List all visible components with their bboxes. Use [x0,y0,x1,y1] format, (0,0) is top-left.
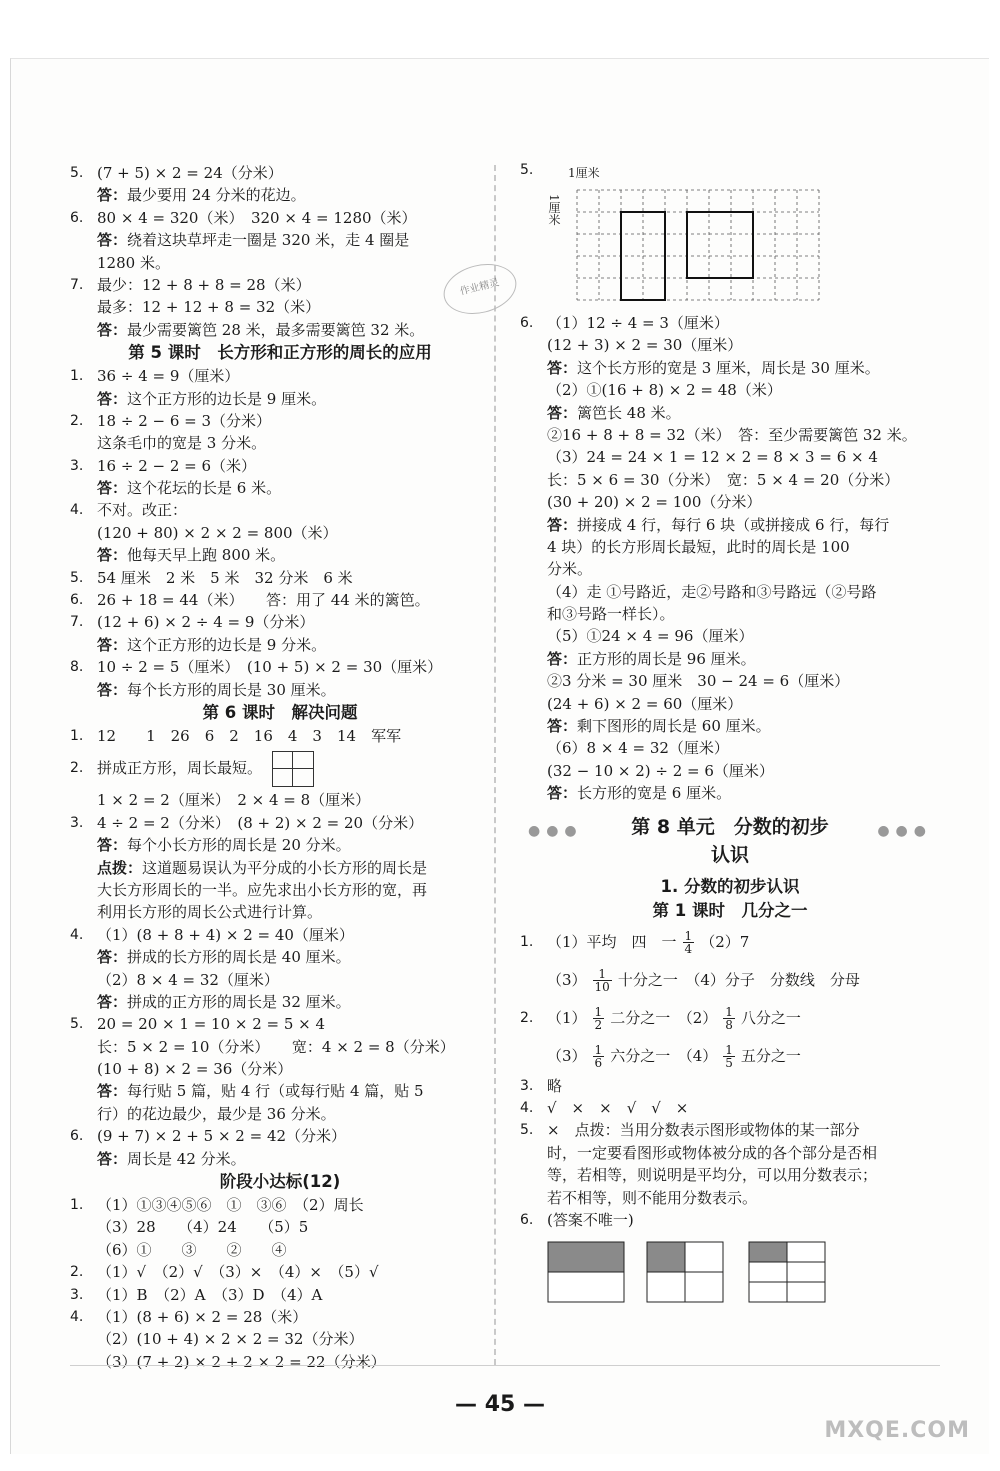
fraction-answer-line [520,1037,940,1075]
section-heading: 阶段小达标(12) [219,1172,341,1192]
answer-line [70,567,490,589]
question-number: 1. [70,727,84,744]
footer-rule [70,1365,940,1366]
grid-unit-label-vertical: 1厘米 [547,194,561,226]
square-shape [687,212,753,278]
answer-line [520,581,940,603]
answer-text: 答：每个小长方形的周长是 20 分米。 [97,836,351,855]
denominator: 6 [594,1056,603,1071]
unit-title: 第 8 单元 分数的初步 [631,815,829,838]
answer-line [70,656,490,678]
answer-text: （1）B （2）A （3）D （4）A [97,1285,323,1304]
answer-text: 答：周长是 42 分米。 [97,1149,246,1168]
question-number: 2. [70,760,84,777]
answer-text: 利用长方形的周长公式进行计算。 [97,903,323,922]
answer-text: 1280 米。 [97,253,170,272]
answer-line [520,1075,940,1097]
answer-line [520,379,940,401]
answer-line [520,536,940,558]
answer-text: (10 + 8) × 2 = 36（分米） [97,1060,293,1079]
fraction [593,1006,605,1031]
fraction-answer-line [520,999,940,1037]
answer-line [520,514,940,536]
answer-text: （1）12 ÷ 4 = 3（厘米） [547,314,729,332]
watermark-text: MXQE.COM [824,1418,970,1443]
question-number: 1. [70,1197,84,1214]
answer-line [70,432,490,454]
question-number: 3. [70,814,84,831]
answer-line [70,207,490,229]
answer-line [70,296,490,318]
fraction-answer-line [520,923,940,961]
answer-line [520,670,940,692]
answer-text: （6）① ③ ② ④ [97,1240,287,1259]
answer-text: 答：长方形的宽是 6 厘米。 [547,784,732,803]
answer-text: （2）8 × 4 = 32（厘米） [97,970,279,989]
answer-line [70,184,490,206]
answer-text: 答：每个长方形的周长是 30 厘米。 [97,680,336,699]
dotted-grid [575,188,835,313]
answer-text: 二分之一 （2） [610,1008,718,1027]
answer-text: 等，若相等，则说明是平均分，可以用分数表示； [547,1166,878,1185]
answer-line [520,737,940,759]
answer-text: （3） [547,1046,587,1065]
answer-text: 4 块）的长方形周长最短，此时的周长是 100 [547,537,850,556]
question-number: 4. [70,1308,84,1325]
answer-line [520,312,940,334]
answer-text: (12 + 6) × 2 ÷ 4 = 9（分米） [97,613,315,632]
answer-text: 拼成正方形，周长最短。 [97,759,263,778]
answer-text: 八分之一 [740,1008,801,1027]
answer-line [70,252,490,274]
answer-text: 1 × 2 = 2（厘米） 2 × 4 = 8（厘米） [97,791,371,810]
question-number: 5. [520,162,534,178]
answer-line [70,229,490,251]
question-number: 8. [70,659,84,676]
answer-text: （3）28 （4）24 （5）5 [97,1218,309,1237]
answer-text: 答：拼成的长方形的周长是 40 厘米。 [97,948,351,967]
question-number: 2. [70,412,84,429]
right-column [520,162,940,1317]
answer-line [520,469,940,491]
answer-line [520,402,940,424]
answer-text: ②3 分米 = 30 厘米 30 − 24 = 6（厘米） [547,672,850,691]
answer-line [70,455,490,477]
answer-text: (7 + 5) × 2 = 24（分米） [97,164,283,182]
fraction-figures [520,1237,940,1317]
answer-text: 答：这个正方形的边长是 9 厘米。 [97,389,327,408]
answer-line [70,1058,490,1080]
answer-line [70,857,490,879]
answer-text: 80 × 4 = 320（米） 320 × 4 = 1280（米） [97,208,417,227]
answer-line [520,1119,940,1141]
answer-line [520,1209,940,1231]
answer-text: （6）8 × 4 = 32（厘米） [547,739,729,758]
answer-line [70,789,490,811]
section-heading: 1. 分数的初步认识 [660,876,800,896]
answer-line [70,1148,490,1170]
numerator: 1 [594,1005,603,1020]
left-column [70,162,490,1373]
question-number: 6. [520,315,534,331]
answer-text: 答：拼接成 4 行，每行 6 块（或拼接成 6 行，每行 [547,515,890,534]
answer-text: √ × × √ √ × [547,1098,689,1117]
answer-line [70,388,490,410]
answer-text: 36 ÷ 4 = 9（厘米） [97,367,240,386]
answer-text: 大长方形周长的一半。应先求出小长方形的宽，再 [97,880,428,899]
homework-stamp: 作业精灵 [438,257,521,321]
answer-text: （1）(8 + 8 + 4) × 2 = 40（厘米） [97,925,354,944]
answer-text: 略 [547,1076,563,1095]
answer-line [70,1036,490,1058]
question-number: 1. [70,368,84,385]
answer-text: ②16 + 8 + 8 = 32（米） 答：至少需要篱笆 32 米。 [547,425,917,444]
half-shaded-figure [547,1241,627,1303]
fraction [723,1044,735,1069]
answer-line [70,1306,490,1328]
question-number: 6. [520,1211,534,1228]
answer-text: 长：5 × 2 = 10（分米） 宽：4 × 2 = 8（分米） [97,1037,455,1056]
answer-text: （2）①(16 + 8) × 2 = 48（米） [547,381,782,400]
answer-line [70,924,490,946]
answer-line [70,1194,490,1216]
answer-line [520,491,940,513]
answer-text: 长：5 × 6 = 30（分米） 宽：5 × 4 = 20（分米） [547,470,900,489]
grid-unit-label: 1厘米 [568,166,600,180]
answer-line [70,1328,490,1350]
answer-line [70,969,490,991]
question-number: 5. [70,569,84,586]
answer-text: (32 − 10 × 2) ÷ 2 = 6（厘米） [547,761,774,780]
answer-line [70,812,490,834]
answer-text: （5）①24 × 4 = 96（厘米） [547,627,754,646]
answer-text: （2）7 [700,932,750,951]
answer-text: 答：最少要用 24 分米的花边。 [97,186,306,205]
answer-line [520,782,940,804]
answer-line [70,879,490,901]
answer-text: 点拨：这道题易误认为平分成的小长方形的周长是 [97,858,428,877]
answer-line [70,319,490,341]
answer-text: 20 = 20 × 1 = 10 × 2 = 5 × 4 [97,1015,326,1034]
answer-line [520,1164,940,1186]
answer-line [520,424,940,446]
answer-text: （4）走 ①号路近，走②号路和③号路远（②号路 [547,582,877,601]
answer-line [70,1125,490,1147]
column-divider [494,165,496,1365]
fraction-answer-line [520,961,940,999]
question-number: 5. [520,1122,534,1139]
answer-line [70,1103,490,1125]
answer-text: 时，一定要看图形或物体被分成的各个部分是否相 [547,1143,878,1162]
answer-text: 4 ÷ 2 = 2（分米） (8 + 2) × 2 = 20（分米） [97,813,424,832]
answer-line [520,648,940,670]
answer-line [70,365,490,387]
answer-text: 不对。改正： [97,501,188,520]
numerator: 1 [725,1043,733,1058]
answer-text: 12 1 26 6 2 16 4 3 14 军军 [97,726,402,745]
question-number: 3. [70,457,84,474]
answer-line [70,1351,490,1373]
answer-line [70,901,490,923]
page-number: — 45 — [455,1392,545,1417]
numerator: 1 [684,929,693,944]
answer-text: 这条毛巾的宽是 3 分米。 [97,434,267,453]
answer-line [70,611,490,633]
answer-text: 答：拼成的正方形的周长是 32 厘米。 [97,992,351,1011]
answer-line [520,558,940,580]
answer-line [70,991,490,1013]
answer-text: (24 + 6) × 2 = 60（厘米） [547,694,743,713]
denominator: 5 [725,1056,733,1071]
answer-line [70,499,490,521]
numerator: 1 [593,968,612,981]
answer-line [70,1239,490,1261]
answer-line [520,715,940,737]
answer-line [70,544,490,566]
answer-line [70,162,490,184]
answer-text: （3） [547,970,587,989]
fraction [593,968,612,993]
answer-line [70,1284,490,1306]
answer-text: 答：这个正方形的边长是 9 分米。 [97,635,327,654]
question-number: 3. [70,1286,84,1303]
answer-text: 答：绕着这块草坪走一圈是 320 米，走 4 圈是 [97,231,410,250]
answer-text: 答：这个花坛的长是 6 米。 [97,479,282,498]
unit-heading [520,813,940,869]
answer-line [520,760,940,782]
answer-line [70,679,490,701]
answer-text: × 点拨：当用分数表示图形或物体的某一部分 [547,1121,860,1140]
fraction [723,1006,735,1031]
question-number: 2. [70,1264,84,1281]
answer-text: 16 ÷ 2 − 2 = 6（米） [97,456,257,475]
answer-line [70,522,490,544]
denominator: 8 [725,1018,733,1033]
answer-line [520,625,940,647]
answer-text: (9 + 7) × 2 + 5 × 2 = 42（分米） [97,1127,347,1146]
answer-line [70,747,490,789]
answer-line [70,946,490,968]
answer-line [70,274,490,296]
decor-dots-right: ●●● [877,822,932,839]
answer-text: 五分之一 [740,1046,801,1065]
answer-line [70,834,490,856]
answer-line [520,357,940,379]
answer-line [520,446,940,468]
decor-dots-left: ●●● [528,822,583,839]
answer-text: 最少：12 + 8 + 8 = 28（米） [97,275,311,294]
section-heading: 第 1 课时 几分之一 [652,900,808,920]
answer-text: 若不相等，则不能用分数表示。 [547,1188,758,1207]
answer-line [70,634,490,656]
question-number: 2. [520,1009,534,1026]
answer-text: 答：他每天早上跑 800 米。 [97,546,286,565]
denominator: 4 [684,942,693,957]
answer-line [520,334,940,356]
answer-line [70,477,490,499]
grid-question [520,162,940,312]
answer-text: (12 + 3) × 2 = 30（厘米） [547,336,743,355]
denominator: 2 [594,1018,603,1033]
answer-text: （1）√ （2）√ （3）× （4）× （5）√ [97,1263,379,1282]
answer-text: （3）(7 + 2) × 2 + 2 × 2 = 22（分米） [97,1352,386,1371]
question-number: 4. [520,1099,534,1116]
question-number: 7. [70,276,84,293]
answer-line [70,1216,490,1238]
question-number: 6. [70,209,84,226]
answer-text: 答：最少需要篱笆 28 米，最多需要篱笆 32 米。 [97,320,425,339]
answer-text: 答：正方形的周长是 96 厘米。 [547,649,756,668]
answer-text: 和③号路一样长）。 [547,605,675,624]
answer-line [70,589,490,611]
answer-line [70,725,490,747]
answer-text: 六分之一 （4） [610,1046,718,1065]
answer-text: 答：剩下图形的周长是 60 厘米。 [547,717,771,736]
question-number: 3. [520,1077,534,1094]
answer-text: (120 + 80) × 2 × 2 = 800（米） [97,523,338,542]
question-number: 6. [70,1128,84,1145]
answer-text: 10 ÷ 2 = 5（厘米） (10 + 5) × 2 = 30（厘米） [97,658,443,677]
numerator: 1 [725,1005,733,1020]
answer-text: （1）(8 + 6) × 2 = 28（米） [97,1307,308,1326]
answer-line [70,1261,490,1283]
question-number: 4. [70,502,84,519]
answer-text: 18 ÷ 2 − 6 = 3（分米） [97,411,272,430]
fraction [593,1044,605,1069]
answer-text: 54 厘米 2 米 5 米 32 分米 6 米 [97,568,353,587]
answer-line [520,1097,940,1119]
quarter-shaded-figure [646,1241,726,1303]
answer-text: 行）的花边最少，最少是 36 分米。 [97,1104,336,1123]
answer-line [70,410,490,432]
answer-text: 最多：12 + 12 + 8 = 32（米） [97,298,321,317]
answer-text: 答：篱笆长 48 米。 [547,403,681,422]
section-heading: 第 6 课时 解决问题 [202,702,358,722]
square-grid-figure [272,751,314,787]
question-number: 6. [70,592,84,609]
answer-line [70,1013,490,1035]
answer-text: (30 + 20) × 2 = 100（分米） [547,493,762,512]
question-number: 5. [70,1016,84,1033]
numerator: 1 [594,1043,603,1058]
answer-line [520,693,940,715]
unit-title-cont: 认识 [710,843,749,866]
answer-line [520,1142,940,1164]
answer-text: (答案不唯一) [547,1210,634,1229]
answer-line [520,1187,940,1209]
question-number: 4. [70,926,84,943]
question-number: 7. [70,614,84,631]
answer-text: 答：每行贴 5 篇，贴 4 行（或每行贴 4 篇，贴 5 [97,1082,424,1101]
answer-text: 分米。 [547,560,593,579]
answer-text: 答：这个长方形的宽是 3 厘米，周长是 30 厘米。 [547,358,880,377]
answer-text: 26 + 18 = 44（米） 答：用了 44 米的篱笆。 [97,591,430,610]
sixth-shaded-figure [748,1241,828,1303]
answer-line [70,1080,490,1102]
answer-text: （2）(10 + 4) × 2 × 2 = 32（分米） [97,1330,364,1349]
answer-text: 十分之一 （4）分子 分数线 分母 [617,970,860,989]
denominator: 10 [594,980,610,995]
answer-text: （1） [547,1008,587,1027]
question-number: 5. [70,165,84,181]
answer-text: （3）24 = 24 × 1 = 12 × 2 = 8 × 3 = 6 × 4 [547,448,878,467]
answer-line [520,603,940,625]
answer-text: （1）平均 四 一 [547,932,677,951]
fraction [683,930,695,955]
question-number: 1. [520,933,534,950]
section-heading: 第 5 课时 长方形和正方形的周长的应用 [128,343,432,363]
answer-text: （1）①③④⑤⑥ ① ③⑥ （2）周长 [97,1196,364,1215]
